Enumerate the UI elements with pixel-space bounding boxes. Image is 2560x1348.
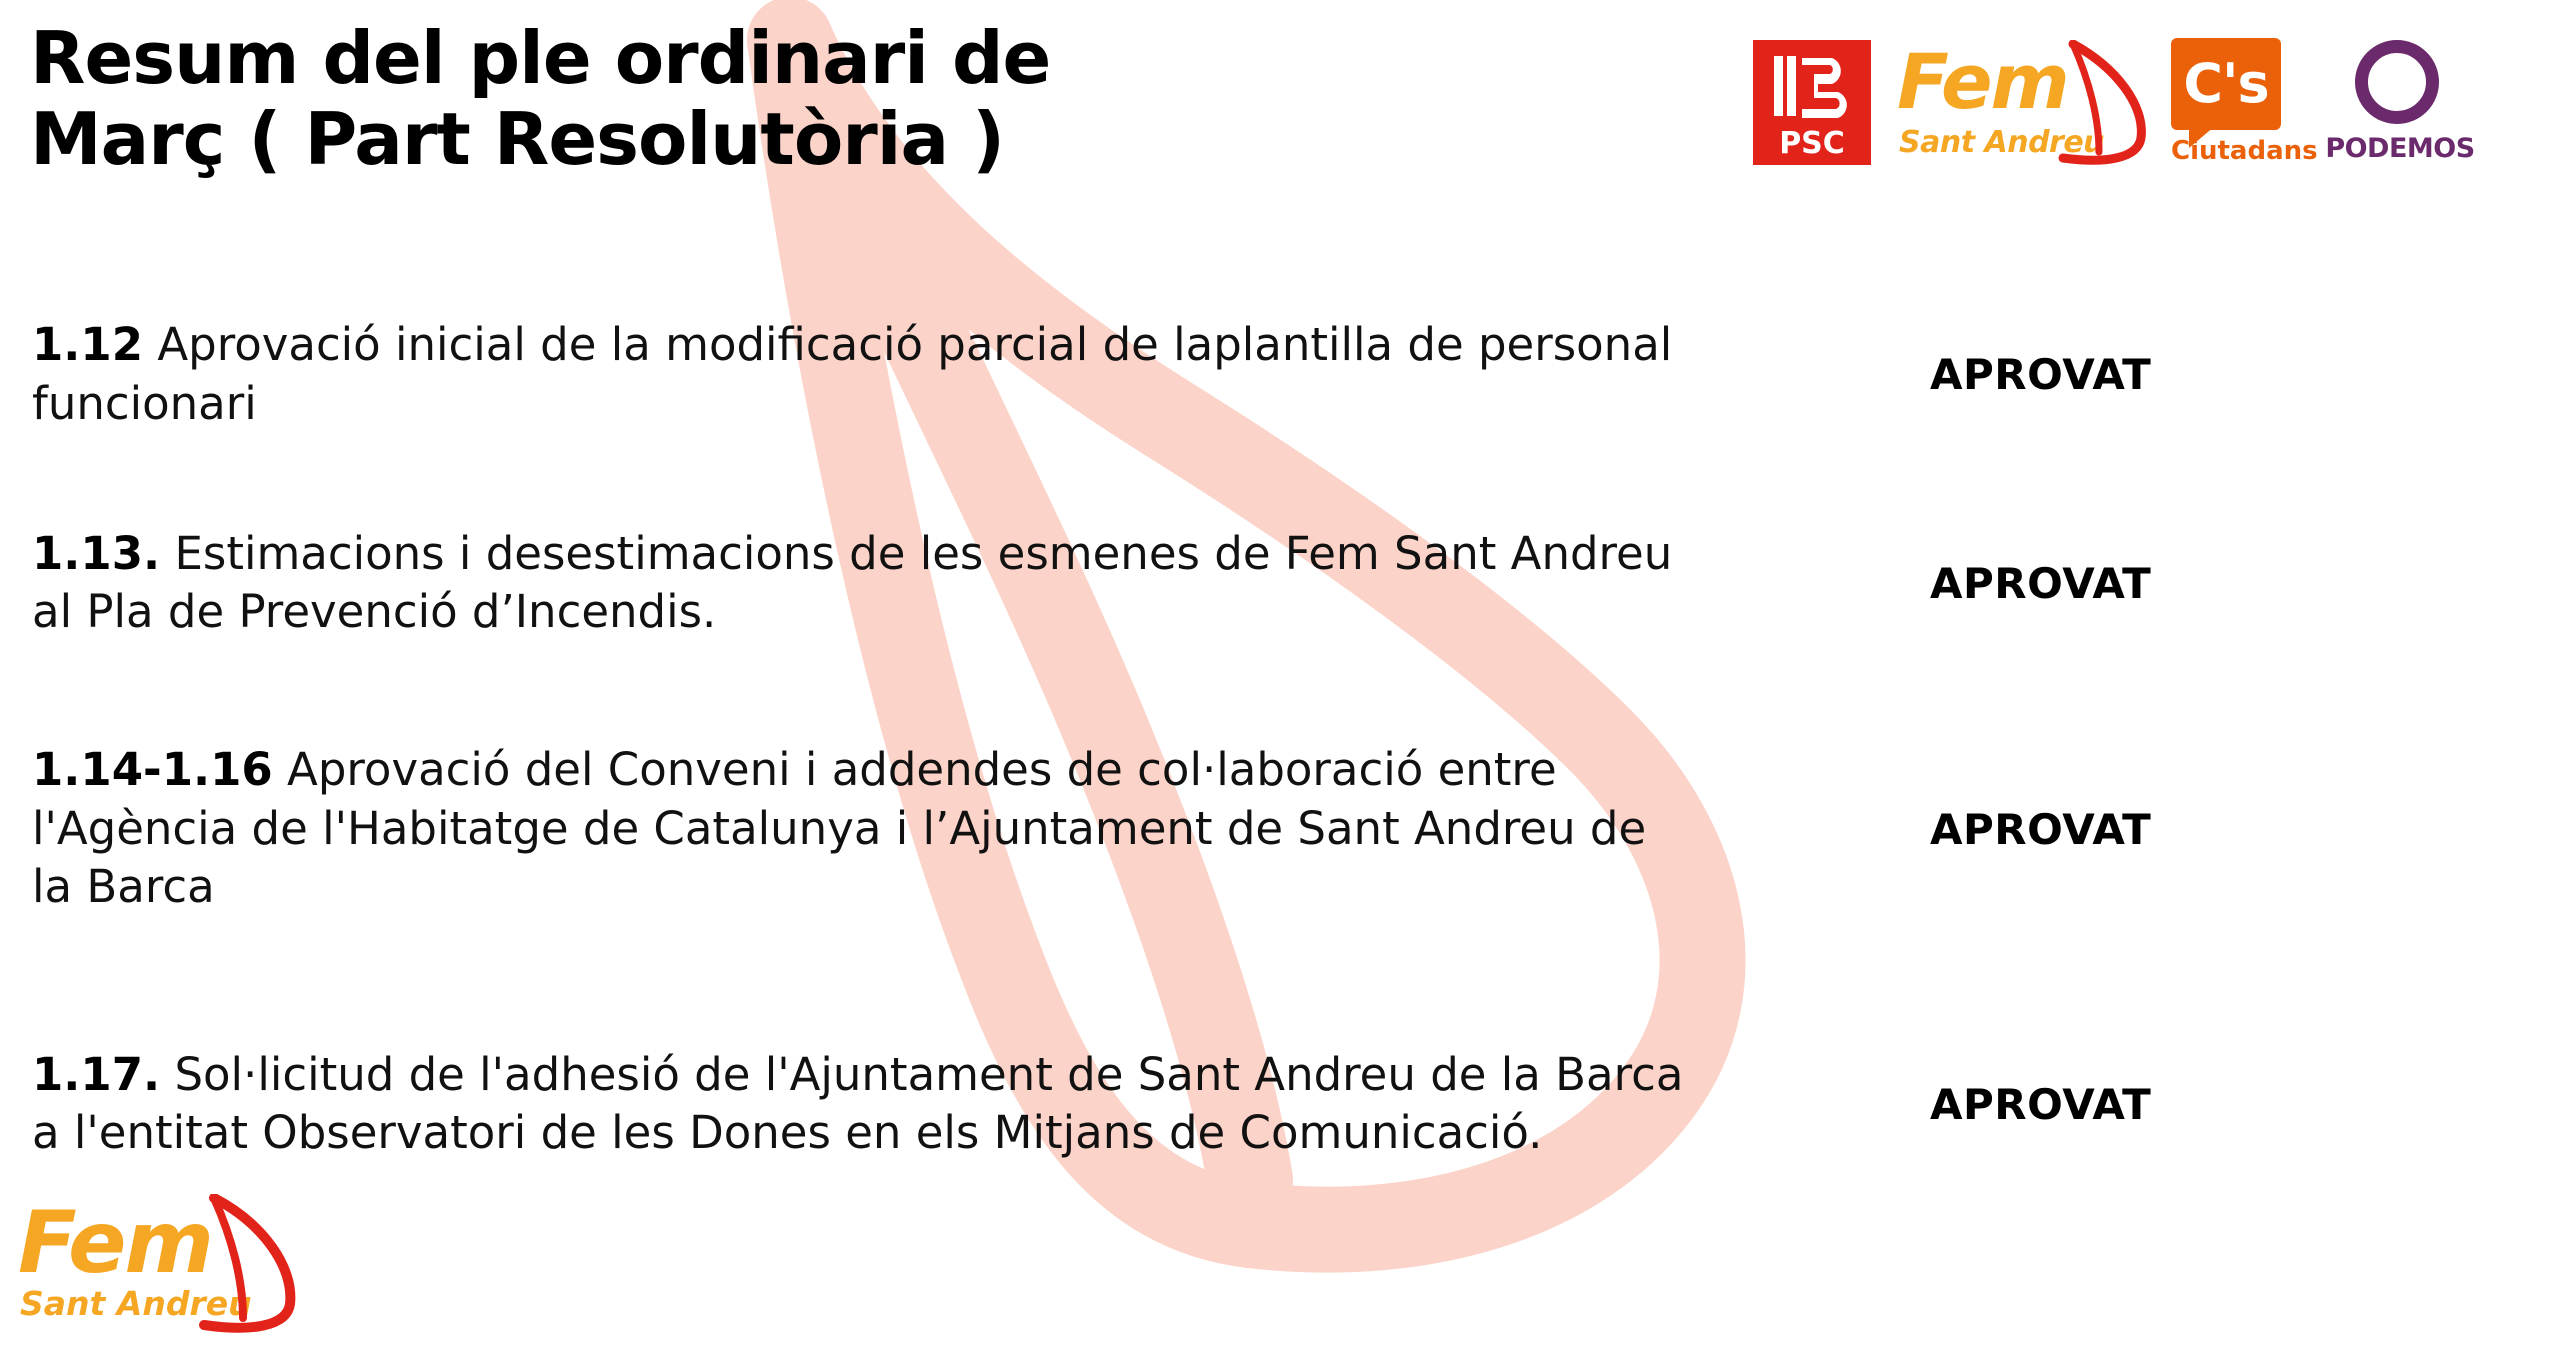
agenda-item-text [0,525,1700,642]
agenda-item-row [0,272,2560,477]
agenda-item-row [0,689,2560,969]
page-title [30,18,1590,179]
agenda-item-text [0,316,1700,433]
agenda-item-description: Estimacions i desestimacions de les esmenes de Fem Sant Andreu al Pla de Prevenció d’Incendis. [32,526,1673,638]
ciutadans-logo-subtitle: Ciutadans [2171,136,2318,166]
party-logos [1753,38,2475,166]
podemos-logo [2325,38,2475,166]
title-line-2: Març ( Part Resolutòria ) [30,96,1005,181]
fem-logo-word: Fem [1897,37,2068,126]
agenda-item-number: 1.14-1.16 [32,743,273,797]
agenda-item-number: 1.17. [32,1047,161,1101]
agenda-item-row [0,969,2560,1239]
status-badge: APROVAT [1930,1079,2152,1129]
ciutadans-logo [2171,38,2318,166]
agenda-item-text [0,741,1700,917]
agenda-item-description: Aprovació del Conveni i addendes de col·laboració entre l'Agència de l'Habitatge de Catalunya i l’Ajuntament de Sant Andreu de la Barca [32,743,1647,914]
status-badge: APROVAT [1930,804,2152,854]
fem-sant-andreu-logo [1897,38,2145,166]
footer-logo-subtitle: Sant Andreu [20,1284,252,1323]
agenda-item-text [0,1046,1700,1163]
agenda-item-number: 1.13. [32,526,161,580]
agenda-item-description: Aprovació inicial de la modificació parcial de laplantilla de personal funcionari [32,318,1673,430]
footer-fem-sant-andreu-logo [18,1194,298,1334]
status-badge: APROVAT [1930,558,2152,608]
psc-logo [1753,40,1871,165]
ciutadans-logo-text: C's [2183,52,2269,115]
podemos-circle-icon [2355,40,2439,124]
status-badge: APROVAT [1930,350,2152,399]
podemos-logo-text: PODEMOS [2325,133,2475,164]
agenda-item-number: 1.12 [32,318,144,371]
fem-logo-subtitle: Sant Andreu [1899,125,2105,160]
agenda-item-row [0,477,2560,689]
psc-logo-text: PSC [1779,125,1845,161]
agenda-item-description: Sol·licitud de l'adhesió de l'Ajuntament de Sant Andreu de la Barca a l'entitat Observatori de les Dones en els Mitjans de Comunicació. [32,1047,1684,1159]
agenda-items-list [0,272,2560,1239]
title-line-1: Resum del ple ordinari de [30,16,1051,100]
footer-logo-word: Fem [18,1193,213,1293]
